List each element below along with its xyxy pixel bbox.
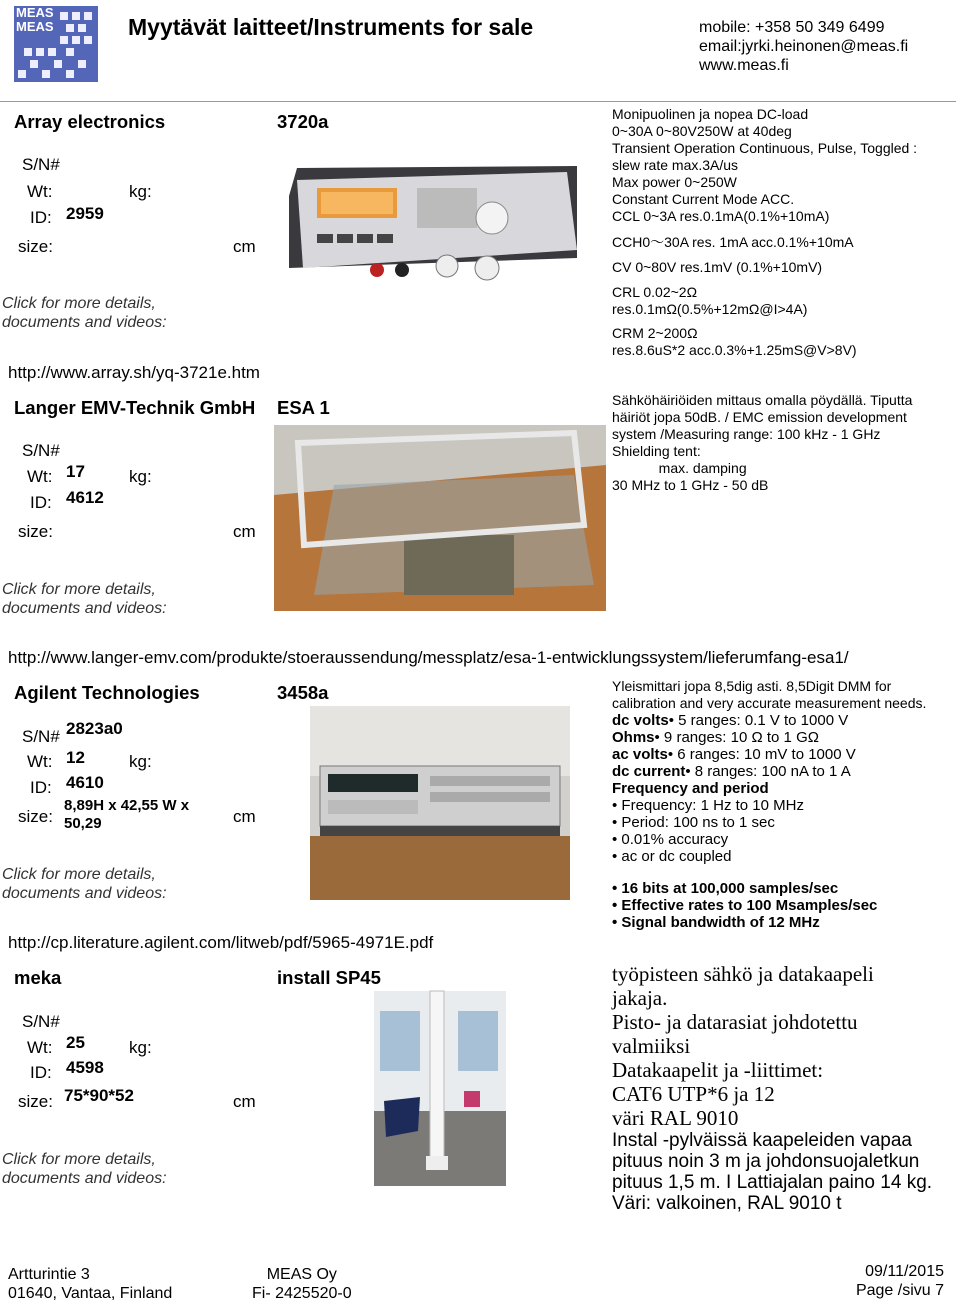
size-label: size: <box>18 522 53 541</box>
desc-line: CV 0~80V res.1mV (0.1%+10mV) <box>612 259 823 275</box>
cm-label: cm <box>233 237 256 256</box>
size-line1: 8,89H x 42,55 W x <box>64 797 190 814</box>
more-details-link[interactable] <box>2 1150 167 1188</box>
sn-label: S/N# <box>22 727 60 746</box>
size-label: size: <box>18 237 53 256</box>
desc-line: pituus 1,5 m. I Lattiajalan paino 14 kg. <box>612 1172 933 1193</box>
vat-id: Fi- 2425520-0 <box>252 1285 352 1302</box>
spec-list-2 <box>612 880 926 931</box>
page-number: Page /sivu 7 <box>855 1282 944 1299</box>
click-line2: documents and videos: <box>2 600 167 617</box>
wt-label: Wt: <box>27 467 53 486</box>
product-url[interactable]: http://cp.literature.agilent.com/litweb/pdf/5965-4971E.pdf <box>8 933 434 952</box>
wt-value: 25 <box>66 1033 85 1052</box>
spec-text: • 0.01% accuracy <box>612 831 729 848</box>
desc-line: res.8.6uS*2 acc.0.3%+1.25mS@V>8V) <box>612 342 857 358</box>
wt-label: Wt: <box>27 752 53 771</box>
spec-text: • Period: 100 ns to 1 sec <box>612 814 775 831</box>
spec-label: ac volts <box>612 746 668 763</box>
desc-line: Max power 0~250W <box>612 174 737 190</box>
click-line1: Click for more details, <box>2 295 156 312</box>
spec-text: • 9 ranges: 10 Ω to 1 GΩ <box>654 729 819 746</box>
desc-line: Shielding tent: <box>612 443 701 459</box>
desc-line: CRM 2~200Ω <box>612 325 698 341</box>
wt-value: 17 <box>66 462 85 481</box>
spec-label: Frequency and period <box>612 780 769 797</box>
spec-line <box>612 746 926 763</box>
product-url[interactable]: http://www.langer-emv.com/produkte/stoeraussendung/messplatz/esa-1-entwicklungssystem/lieferumfang-esa1/ <box>8 648 849 667</box>
click-line2: documents and videos: <box>2 314 167 331</box>
desc-line: häiriöt jopa 50dB. / EMC emission development <box>612 409 907 425</box>
desc-line: valmiiksi <box>612 1034 691 1058</box>
desc-line: työpisteen sähkö ja datakaapeli <box>612 962 874 986</box>
page-title: Myytävät laitteet/Instruments for sale <box>128 14 534 40</box>
footer-company <box>252 1265 352 1303</box>
desc-line: jakaja. <box>612 986 668 1010</box>
more-details-link[interactable] <box>2 580 167 618</box>
description-block <box>612 678 927 931</box>
desc-line: 30 MHz to 1 GHz - 50 dB <box>612 477 769 493</box>
click-line1: Click for more details, <box>2 581 156 598</box>
id-value: 4612 <box>66 488 104 507</box>
wt-value: 12 <box>66 748 85 767</box>
manufacturer: Agilent Technologies <box>14 682 200 703</box>
spec-label: dc current <box>612 763 686 780</box>
desc-line: pituus noin 3 m ja johdonsuojaletkun <box>612 1151 920 1172</box>
footer-address <box>8 1265 172 1303</box>
desc-line: CCH0～30A res. 1mA acc.0.1%+10mA <box>612 234 854 250</box>
desc-line: calibration and very accurate measurement needs. <box>612 695 927 711</box>
description-block <box>612 106 917 359</box>
id-value: 2959 <box>66 204 104 223</box>
spec-line <box>612 797 926 814</box>
desc-line: max. damping <box>612 460 747 476</box>
spec-text: • Frequency: 1 Hz to 10 MHz <box>612 797 804 814</box>
description-block <box>612 962 932 1214</box>
sn-label: S/N# <box>22 441 60 460</box>
header-divider <box>0 101 956 102</box>
desc-line: Instal -pylväissä kaapeleiden vapaa <box>612 1130 912 1151</box>
kg-label: kg: <box>129 752 152 771</box>
spec-line <box>612 848 926 865</box>
footer-page-info <box>856 1262 944 1300</box>
wt-label: Wt: <box>27 182 53 201</box>
spec-line: • Signal bandwidth of 12 MHz <box>612 914 820 931</box>
manufacturer: meka <box>14 967 62 988</box>
model: ESA 1 <box>277 397 330 418</box>
product-image-shielding-tent <box>274 425 606 611</box>
spec-line <box>612 763 926 780</box>
desc-line: slew rate max.3A/us <box>612 157 739 173</box>
manufacturer: Array electronics <box>14 111 166 132</box>
id-value: 4598 <box>66 1058 104 1077</box>
desc-line: system /Measuring range: 100 kHz - 1 GHz <box>612 426 881 442</box>
desc-line: Datakaapelit ja -liittimet: <box>612 1058 824 1082</box>
website-link[interactable]: www.meas.fi <box>699 57 789 74</box>
size-value: 75*90*52 <box>64 1086 134 1105</box>
cm-label: cm <box>233 1092 256 1111</box>
product-url[interactable]: http://www.array.sh/yq-3721e.htm <box>8 363 260 382</box>
sn-label: S/N# <box>22 1012 60 1031</box>
desc-line: CCL 0~3A res.0.1mA(0.1%+10mA) <box>612 208 830 224</box>
desc-line: Yleismittari jopa 8,5dig asti. 8,5Digit DMM for <box>612 678 892 694</box>
id-label: ID: <box>30 1063 52 1082</box>
spec-line <box>612 831 926 848</box>
size-label: size: <box>18 807 53 826</box>
desc-line: Monipuolinen ja nopea DC-load <box>612 106 809 122</box>
description-block <box>612 392 912 494</box>
kg-label: kg: <box>129 1038 152 1057</box>
id-label: ID: <box>30 208 52 227</box>
kg-label: kg: <box>129 182 152 201</box>
spec-line: • Effective rates to 100 Msamples/sec <box>612 897 878 914</box>
spec-text: • 5 ranges: 0.1 V to 1000 V <box>668 712 849 729</box>
mobile: mobile: +358 50 349 6499 <box>699 19 885 36</box>
more-details-link[interactable] <box>2 294 167 332</box>
contact-info <box>699 18 908 75</box>
model: install SP45 <box>277 967 381 988</box>
footer-date: 09/11/2015 <box>865 1263 944 1280</box>
desc-line: Transient Operation Continuous, Pulse, Toggled : <box>612 140 918 156</box>
cm-label: cm <box>233 807 256 826</box>
sn-value: 2823a0 <box>66 719 123 738</box>
desc-line: Sähköhäiriöiden mittaus omalla pöydällä. Tiputta <box>612 392 913 408</box>
spec-line: • 16 bits at 100,000 samples/sec <box>612 880 839 897</box>
spec-line <box>612 814 926 831</box>
size-label: size: <box>18 1092 53 1111</box>
spec-line <box>612 729 926 746</box>
click-line2: documents and videos: <box>2 1170 167 1187</box>
model: 3720a <box>277 111 329 132</box>
spec-list <box>612 712 926 865</box>
more-details-link[interactable] <box>2 865 167 903</box>
id-label: ID: <box>30 493 52 512</box>
click-line1: Click for more details, <box>2 866 156 883</box>
model: 3458a <box>277 682 329 703</box>
kg-label: kg: <box>129 467 152 486</box>
cm-label: cm <box>233 522 256 541</box>
click-line1: Click for more details, <box>2 1151 156 1168</box>
logo-text: MEAS MEAS <box>16 5 54 34</box>
company-name: MEAS Oy <box>266 1266 337 1283</box>
spec-text: • 8 ranges: 100 nA to 1 A <box>685 763 851 780</box>
spec-label: Ohms <box>612 729 655 746</box>
spec-text: • 6 ranges: 10 mV to 1000 V <box>667 746 856 763</box>
product-image-install-pole <box>374 991 506 1186</box>
size-value <box>64 797 224 832</box>
product-image-dmm <box>310 706 570 900</box>
meas-logo <box>14 6 98 82</box>
spec-line <box>612 712 926 729</box>
sn-label: S/N# <box>22 155 60 174</box>
size-line2: 50,29 <box>64 815 102 832</box>
desc-line: väri RAL 9010 <box>612 1106 739 1130</box>
click-line2: documents and videos: <box>2 885 167 902</box>
address-line2: 01640, Vantaa, Finland <box>8 1285 173 1302</box>
address-line1: Artturintie 3 <box>8 1266 90 1283</box>
email-link[interactable]: email:jyrki.heinonen@meas.fi <box>699 38 909 55</box>
product-image-dc-load <box>277 158 587 293</box>
desc-line: Pisto- ja datarasiat johdotettu <box>612 1010 858 1034</box>
desc-line: res.0.1mΩ(0.5%+12mΩ@I>4A) <box>612 301 808 317</box>
desc-line: CRL 0.02~2Ω <box>612 284 698 300</box>
desc-line: Constant Current Mode ACC. <box>612 191 795 207</box>
manufacturer: Langer EMV-Technik GmbH <box>14 397 256 418</box>
desc-line: 0~30A 0~80V250W at 40deg <box>612 123 792 139</box>
spec-label: dc volts <box>612 712 669 729</box>
id-value: 4610 <box>66 773 104 792</box>
spec-text: • ac or dc coupled <box>612 848 732 865</box>
desc-line: CAT6 UTP*6 ja 12 <box>612 1082 775 1106</box>
id-label: ID: <box>30 778 52 797</box>
spec-line <box>612 780 926 797</box>
wt-label: Wt: <box>27 1038 53 1057</box>
desc-line: Väri: valkoinen, RAL 9010 t <box>612 1193 842 1214</box>
